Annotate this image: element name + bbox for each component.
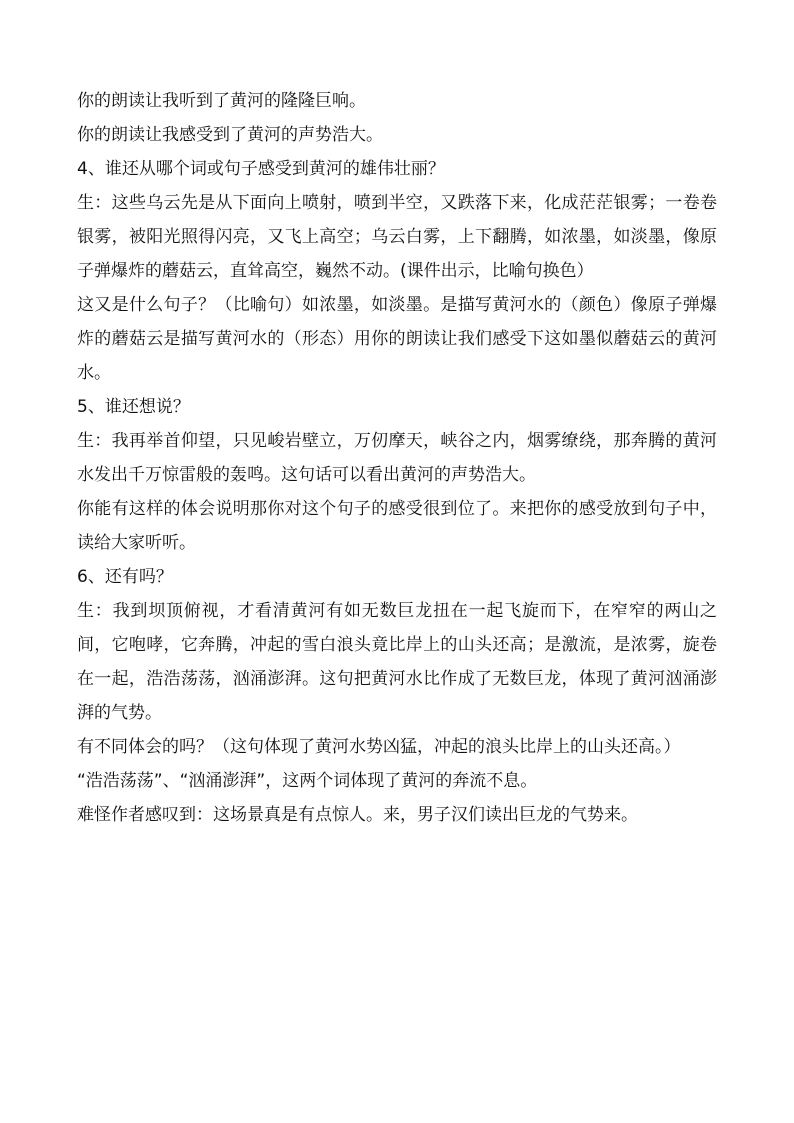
teacher-comment-2: 你能有这样的体会说明那你对这个句子的感受很到位了。来把你的感受放到句子中，读给大家听听。 bbox=[77, 499, 717, 553]
paragraph-1: 你的朗读让我听到了黄河的隆隆巨响。 bbox=[77, 91, 366, 111]
teacher-question: 有不同体会的吗？（这句体现了黄河水势凶猛，冲起的浪头比岸上的山头还高。） bbox=[77, 737, 681, 757]
question-4-heading: 4、谁还从哪个词或句子感受到黄河的雄伟壮丽？ bbox=[77, 159, 445, 179]
document-body bbox=[77, 84, 717, 832]
student-answer-3: 生：我到坝顶俯视，才看清黄河有如无数巨龙扭在一起飞旋而下，在窄窄的两山之间，它咆哮，它奔腾，冲起的雪白浪头竟比岸上的山头还高；是激流，是浓雾，旋卷在一起，浩浩荡荡，汹涌澎湃。这句把黄河水比作成了无数巨龙，体现了黄河汹涌澎湃的气势。 bbox=[77, 601, 717, 723]
teacher-comment-1: 这又是什么句子？（比喻句）如浓墨，如淡墨。是描写黄河水的（颜色）像原子弹爆炸的蘑菇云是描写黄河水的（形态）用你的朗读让我们感受下这如墨似蘑菇云的黄河水。 bbox=[77, 295, 717, 383]
closing-remark: 难怪作者感叹到：这场景真是有点惊人。来，男子汉们读出巨龙的气势来。 bbox=[77, 805, 638, 825]
question-6-heading: 6、还有吗？ bbox=[77, 567, 173, 587]
paragraph-2: 你的朗读让我感受到了黄河的声势浩大。 bbox=[77, 125, 383, 145]
question-5-heading: 5、谁还想说？ bbox=[77, 397, 190, 417]
student-answer-1: 生：这些乌云先是从下面向上喷射，喷到半空，又跌落下来，化成茫茫银雾；一卷卷银雾，被阳光照得闪亮，又飞上高空；乌云白雾，上下翻腾，如浓墨，如淡墨，像原子弹爆炸的蘑菇云，直耸高空，巍然不动。(课件出示，比喻句换色） bbox=[77, 193, 717, 281]
word-analysis: “浩浩荡荡”、“汹涌澎湃”，这两个词体现了黄河的奔流不息。 bbox=[77, 771, 538, 791]
student-answer-2: 生：我再举首仰望，只见峻岩壁立，万仞摩天，峡谷之内，烟雾缭绕，那奔腾的黄河水发出千万惊雷般的轰鸣。这句话可以看出黄河的声势浩大。 bbox=[77, 431, 717, 485]
